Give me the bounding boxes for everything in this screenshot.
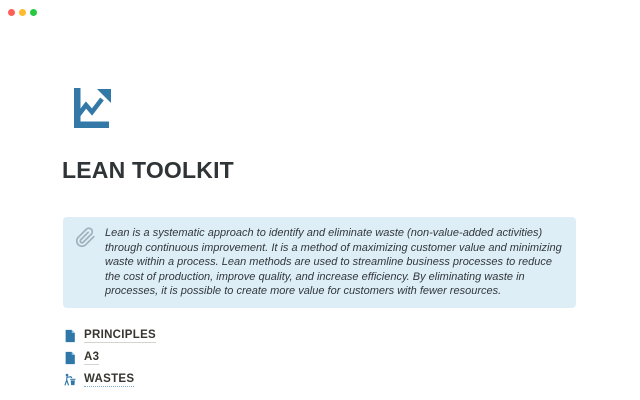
page-title: LEAN TOOLKIT: [62, 157, 234, 183]
minimize-button[interactable]: [19, 9, 26, 16]
line-chart-icon[interactable]: [70, 86, 114, 130]
link-principles[interactable]: [63, 329, 156, 343]
link-label: A3: [84, 351, 100, 363]
close-button[interactable]: [8, 9, 15, 16]
document-icon: [63, 329, 77, 343]
callout-block: [63, 217, 576, 308]
zoom-button[interactable]: [30, 9, 37, 16]
link-label: PRINCIPLES: [84, 329, 157, 341]
window-controls: [8, 9, 37, 16]
link-a3[interactable]: [63, 351, 156, 365]
document-icon: [63, 351, 77, 365]
litter-disposal-icon: [63, 373, 77, 387]
paperclip-icon: [75, 227, 96, 248]
link-label: WASTES: [84, 373, 135, 385]
page-link-list: [63, 329, 156, 395]
callout-text: Lean is a systematic approach to identify and eliminate waste (non-value-added activities) through continuous improvement. It is a method of maximizing customer value and minimizing waste within a process. Lean methods are used to streamline business processes to reduce the cost of production, improve quality, and increase efficiency. By eliminating waste in processes, it is possible to create more value for customers with fewer resources.: [105, 227, 562, 297]
link-wastes[interactable]: [63, 373, 156, 387]
